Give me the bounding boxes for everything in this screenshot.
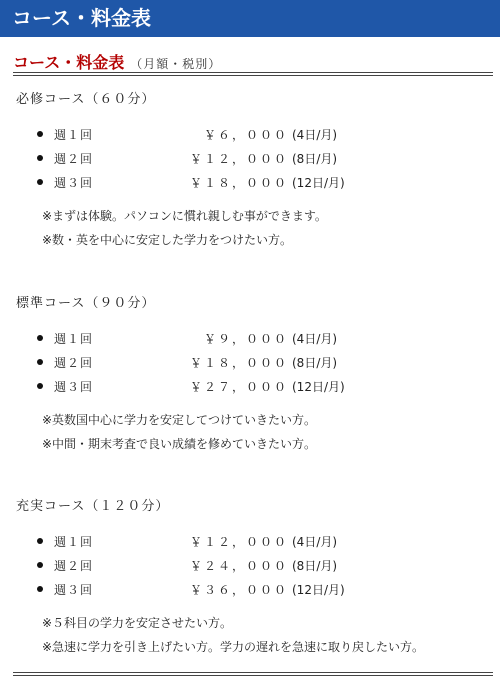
days-note: (4日/月) bbox=[292, 332, 338, 346]
days-note: (12日/月) bbox=[292, 583, 345, 597]
frequency-label: 週２回 bbox=[54, 152, 94, 166]
frequency-label: 週３回 bbox=[54, 380, 94, 394]
price-row bbox=[0, 148, 500, 172]
price-row bbox=[0, 124, 500, 148]
days-note: (4日/月) bbox=[292, 128, 338, 142]
price-value: ￥１８，０００ bbox=[189, 356, 288, 370]
banner-title: コース・料金表 bbox=[12, 6, 151, 30]
section-subtitle: （月額・税別） bbox=[130, 57, 222, 71]
days-note: (8日/月) bbox=[292, 356, 338, 370]
bullet-icon bbox=[37, 562, 43, 568]
frequency-label: 週２回 bbox=[54, 559, 94, 573]
bullet-icon bbox=[37, 586, 43, 592]
price-value: ￥１２，０００ bbox=[189, 152, 288, 166]
course-notes bbox=[42, 206, 492, 254]
course-title: 充実コース（１２０分） bbox=[16, 499, 170, 514]
bullet-icon bbox=[37, 131, 43, 137]
price-row bbox=[0, 579, 500, 603]
price-value: ￥２７，０００ bbox=[189, 380, 288, 394]
bullet-icon bbox=[37, 359, 43, 365]
price-row bbox=[0, 531, 500, 555]
price-value: ￥９，０００ bbox=[203, 332, 288, 346]
note-line: ※５科目の学力を安定させたい方。 bbox=[42, 616, 233, 630]
price-row bbox=[0, 172, 500, 196]
frequency-label: 週３回 bbox=[54, 583, 94, 597]
bullet-icon bbox=[37, 383, 43, 389]
section-heading bbox=[13, 50, 493, 72]
course-notes bbox=[42, 613, 492, 661]
frequency-label: 週１回 bbox=[54, 535, 94, 549]
note-line: ※数・英を中心に安定した学力をつけたい方。 bbox=[42, 233, 293, 247]
price-row bbox=[0, 555, 500, 579]
section-title: コース・料金表 bbox=[13, 53, 125, 72]
bullet-icon bbox=[37, 335, 43, 341]
price-value: ￥３６，０００ bbox=[189, 583, 288, 597]
frequency-label: 週３回 bbox=[54, 176, 94, 190]
price-row bbox=[0, 328, 500, 352]
section-divider-top bbox=[13, 72, 493, 76]
frequency-label: 週１回 bbox=[54, 332, 94, 346]
course-title: 必修コース（６０分） bbox=[16, 92, 156, 107]
days-note: (4日/月) bbox=[292, 535, 338, 549]
bullet-icon bbox=[37, 155, 43, 161]
note-line: ※まずは体験。パソコンに慣れ親しむ事ができます。 bbox=[42, 209, 327, 223]
price-value: ￥１２，０００ bbox=[189, 535, 288, 549]
course-title: 標準コース（９０分） bbox=[16, 296, 156, 311]
section-divider-bottom bbox=[13, 672, 493, 676]
days-note: (12日/月) bbox=[292, 176, 345, 190]
bullet-icon bbox=[37, 538, 43, 544]
bullet-icon bbox=[37, 179, 43, 185]
page-banner bbox=[0, 0, 500, 37]
days-note: (8日/月) bbox=[292, 559, 338, 573]
price-value: ￥１８，０００ bbox=[189, 176, 288, 190]
note-line: ※急速に学力を引き上げたい方。学力の遅れを急速に取り戻したい方。 bbox=[42, 640, 425, 654]
frequency-label: 週２回 bbox=[54, 356, 94, 370]
price-list bbox=[0, 328, 500, 400]
price-row bbox=[0, 352, 500, 376]
frequency-label: 週１回 bbox=[54, 128, 94, 142]
course-notes bbox=[42, 410, 492, 458]
price-value: ￥６，０００ bbox=[203, 128, 288, 142]
price-row bbox=[0, 376, 500, 400]
days-note: (12日/月) bbox=[292, 380, 345, 394]
price-value: ￥２４，０００ bbox=[189, 559, 288, 573]
price-list bbox=[0, 531, 500, 603]
note-line: ※中間・期末考査で良い成績を修めていきたい方。 bbox=[42, 437, 317, 451]
price-list bbox=[0, 124, 500, 196]
days-note: (8日/月) bbox=[292, 152, 338, 166]
note-line: ※英数国中心に学力を安定してつけていきたい方。 bbox=[42, 413, 317, 427]
